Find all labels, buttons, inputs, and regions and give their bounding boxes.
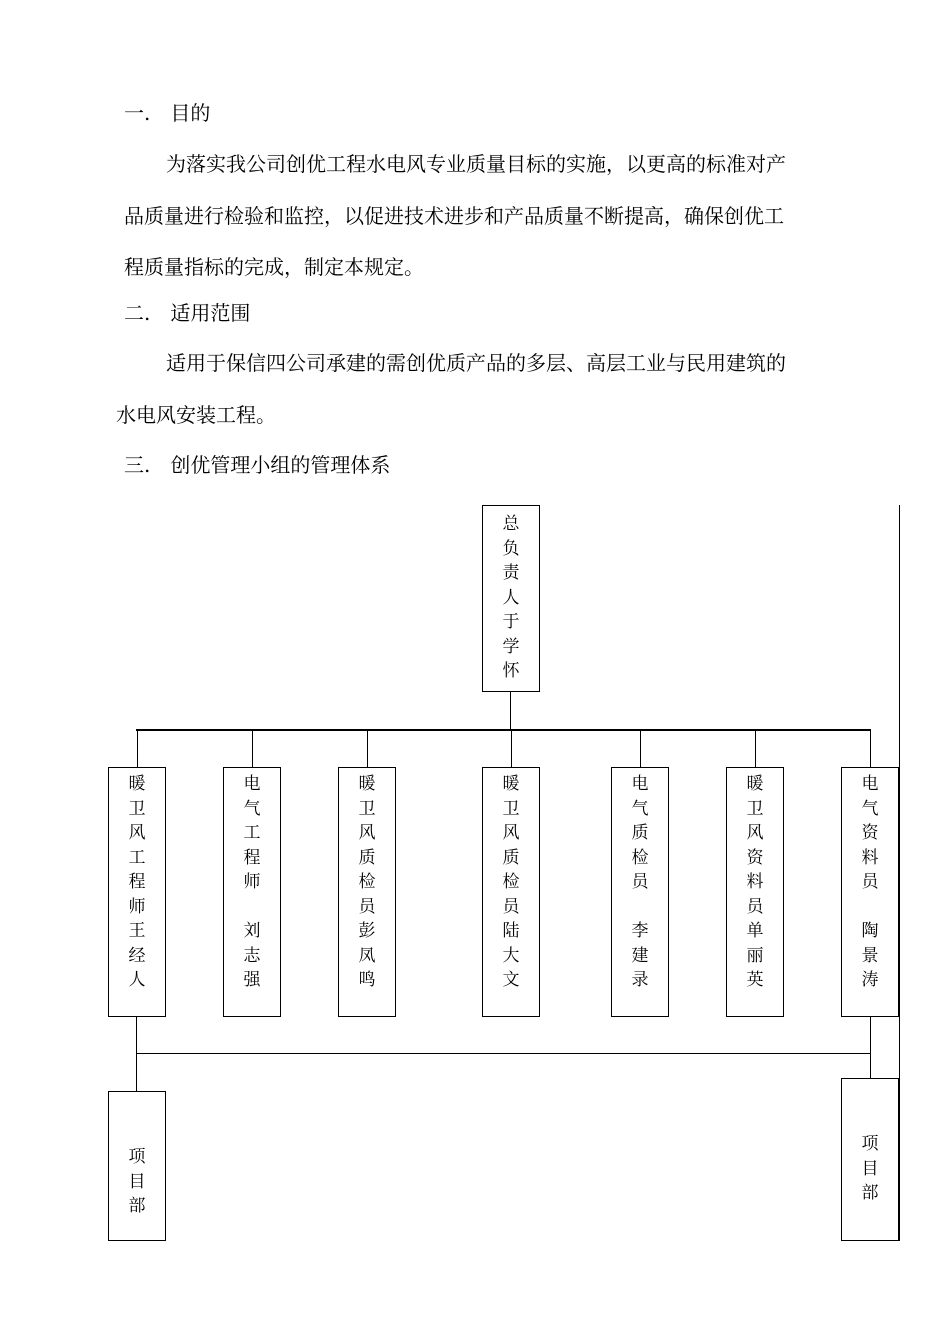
member-title-char: 卫	[502, 798, 520, 819]
member-name-char: 大	[502, 945, 520, 966]
member-name-char: 丽	[746, 945, 764, 966]
member-name-char: 人	[128, 970, 146, 990]
member-title-char: 料	[746, 872, 764, 892]
right-project-connector	[870, 1017, 871, 1079]
member-title-char: 工	[243, 823, 261, 843]
member-title-char: 卫	[746, 798, 764, 819]
top-manager-box	[482, 505, 540, 692]
member-title-char: 员	[861, 872, 879, 892]
member-title-char: 电	[243, 774, 261, 794]
member-name-char: 鸣	[358, 970, 376, 990]
member-title-char: 质	[631, 823, 649, 843]
member-title-char: 员	[746, 896, 764, 917]
member-box	[223, 767, 281, 1017]
top-manager-title-char: 负	[502, 538, 520, 559]
member-connector-line	[367, 730, 368, 768]
top-manager-title-char: 责	[502, 563, 520, 583]
member-title-char: 员	[358, 896, 376, 917]
section-1-heading: 一. 目的	[124, 101, 211, 125]
member-title-char: 气	[243, 798, 261, 819]
member-name-char: 刘	[243, 921, 261, 941]
project-dept-char: 部	[128, 1196, 146, 1216]
project-dept-char: 项	[128, 1147, 146, 1167]
top-manager-name-char: 学	[502, 636, 520, 657]
project-dept-char: 目	[861, 1158, 879, 1179]
member-connector-line	[870, 730, 871, 768]
member-title-char: 暖	[502, 774, 520, 794]
section-1-paragraph-line-1: 为落实我公司创优工程水电风专业质量目标的实施，以更高的标准对产	[166, 152, 786, 176]
member-title-char: 卫	[128, 798, 146, 819]
left-project-connector	[136, 1017, 137, 1092]
member-title-char: 资	[861, 823, 879, 843]
top-manager-name-char: 怀	[502, 661, 520, 681]
member-box	[108, 767, 166, 1017]
member-name-char: 建	[631, 945, 649, 966]
member-box	[841, 767, 899, 1017]
member-title-char: 师	[243, 872, 261, 892]
member-bus-line	[136, 729, 871, 731]
member-title-char: 暖	[746, 774, 764, 794]
project-link-line	[136, 1053, 871, 1054]
member-name-char: 英	[746, 970, 764, 990]
member-title-char: 质	[502, 847, 520, 868]
section-2-heading: 二. 适用范围	[124, 301, 251, 325]
member-title-char: 员	[502, 896, 520, 917]
member-title-char: 员	[631, 872, 649, 892]
member-name-char: 王	[128, 921, 146, 941]
member-title-char: 暖	[358, 774, 376, 794]
member-name-char: 陆	[502, 921, 520, 941]
top-connector-line	[510, 692, 511, 730]
member-title-char: 检	[631, 847, 649, 868]
member-title-char: 电	[861, 774, 879, 794]
member-title-char: 风	[746, 823, 764, 843]
section-2-paragraph-line-1: 适用于保信四公司承建的需创优质产品的多层、高层工业与民用建筑的	[166, 351, 786, 375]
member-connector-line	[252, 730, 253, 768]
member-title-char: 质	[358, 847, 376, 868]
member-title-char: 程	[128, 872, 146, 892]
member-name-char: 单	[746, 921, 764, 941]
project-dept-char: 项	[861, 1134, 879, 1154]
member-box	[726, 767, 784, 1017]
member-box	[611, 767, 669, 1017]
top-manager-name-char: 于	[502, 612, 520, 632]
top-manager-title-char: 人	[502, 587, 520, 608]
member-name-char: 文	[502, 970, 520, 990]
member-title-char: 程	[243, 847, 261, 868]
top-manager-title-char: 总	[502, 514, 520, 534]
section-2-paragraph-line-2: 水电风安装工程。	[116, 403, 276, 427]
section-1-paragraph-line-2: 品质量进行检验和监控，以促进技术进步和产品质量不断提高，确保创优工	[124, 204, 784, 228]
member-connector-line	[511, 730, 512, 768]
member-title-char: 检	[358, 872, 376, 892]
project-dept-right-box	[841, 1078, 899, 1241]
member-name-char: 凤	[358, 945, 376, 966]
project-dept-left-box	[108, 1091, 166, 1241]
member-name-char: 彭	[358, 921, 376, 941]
project-dept-char: 目	[128, 1171, 146, 1192]
member-title-char: 工	[128, 847, 146, 868]
member-name-char: 经	[128, 945, 146, 966]
member-title-char: 风	[358, 823, 376, 843]
member-title-char: 气	[861, 798, 879, 819]
member-name-char: 陶	[861, 921, 879, 941]
member-name-char: 强	[243, 970, 261, 990]
member-title-char: 风	[502, 823, 520, 843]
member-name-char: 录	[631, 970, 649, 990]
section-3-heading: 三. 创优管理小组的管理体系	[124, 453, 391, 477]
member-name-char: 景	[861, 945, 879, 966]
member-box	[338, 767, 396, 1017]
section-1-paragraph-line-3: 程质量指标的完成，制定本规定。	[124, 255, 424, 279]
member-connector-line	[755, 730, 756, 768]
member-name-char: 李	[631, 921, 649, 941]
member-name-char: 志	[243, 945, 261, 966]
member-title-char: 电	[631, 774, 649, 794]
member-connector-line	[640, 730, 641, 768]
member-title-char: 暖	[128, 774, 146, 794]
member-name-char: 涛	[861, 970, 879, 990]
right-border-line	[899, 505, 900, 1241]
member-title-char: 检	[502, 872, 520, 892]
member-title-char: 资	[746, 847, 764, 868]
member-box	[482, 767, 540, 1017]
member-title-char: 卫	[358, 798, 376, 819]
member-title-char: 风	[128, 823, 146, 843]
member-title-char: 气	[631, 798, 649, 819]
member-title-char: 料	[861, 847, 879, 868]
member-title-char: 师	[128, 896, 146, 917]
project-dept-char: 部	[861, 1183, 879, 1203]
member-connector-line	[137, 730, 138, 768]
